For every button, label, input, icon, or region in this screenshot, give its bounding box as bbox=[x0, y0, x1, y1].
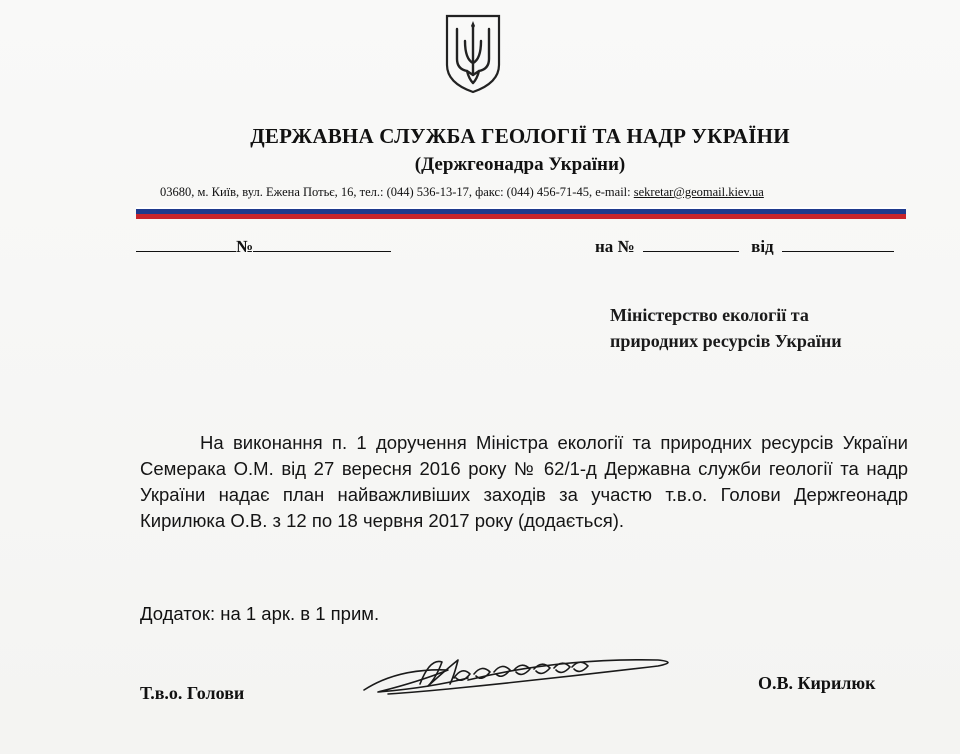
organization-title: ДЕРЖАВНА СЛУЖБА ГЕОЛОГІЇ ТА НАДР УКРАЇНИ bbox=[250, 124, 790, 148]
organization-short-name: (Держгеонадра України) bbox=[414, 154, 626, 175]
letter-body: На виконання п. 1 доручення Міністра екології та природних ресурсів України Семерака О.М. від 27 вересня 2016 року № 62/1-д Державна служби геології та надр України надає план найважливіших заходів за участю т.в.о. Голови Держгеонадр Кирилюка О.В. з 12 по 18 червня 2017 року (додається). bbox=[140, 432, 908, 531]
signatory-title: Т.в.о. Голови bbox=[140, 683, 245, 703]
signatory-name: О.В. Кирилюк bbox=[758, 673, 876, 693]
email-address: sekretar@geomail.kiev.ua bbox=[633, 185, 764, 199]
addressee-line-2: природних ресурсів України bbox=[610, 331, 842, 351]
reply-number-label: на № bbox=[595, 237, 635, 256]
handwritten-signature bbox=[358, 648, 680, 700]
contact-details: 03680, м. Київ, вул. Ежена Потьє, 16, тел.: (044) 536-13-17, факс: (044) 456-71-45, e-mail: bbox=[160, 185, 634, 199]
reply-date-blank bbox=[782, 237, 894, 252]
reply-date-label: від bbox=[751, 237, 774, 256]
reply-number-blank bbox=[643, 237, 739, 252]
number-label: № bbox=[236, 237, 254, 256]
outgoing-number-blank bbox=[253, 237, 391, 252]
addressee-block bbox=[610, 302, 842, 354]
addressee-line-1: Міністерство екології та bbox=[610, 305, 809, 325]
outgoing-date-blank bbox=[136, 237, 236, 252]
reply-reference-line bbox=[595, 237, 894, 257]
contact-line bbox=[160, 185, 764, 200]
outgoing-number-line bbox=[136, 237, 391, 257]
flag-stripe-red bbox=[136, 214, 906, 219]
trident-emblem-icon bbox=[443, 13, 503, 95]
attachment-note: Додаток: на 1 арк. в 1 прим. bbox=[140, 603, 380, 624]
